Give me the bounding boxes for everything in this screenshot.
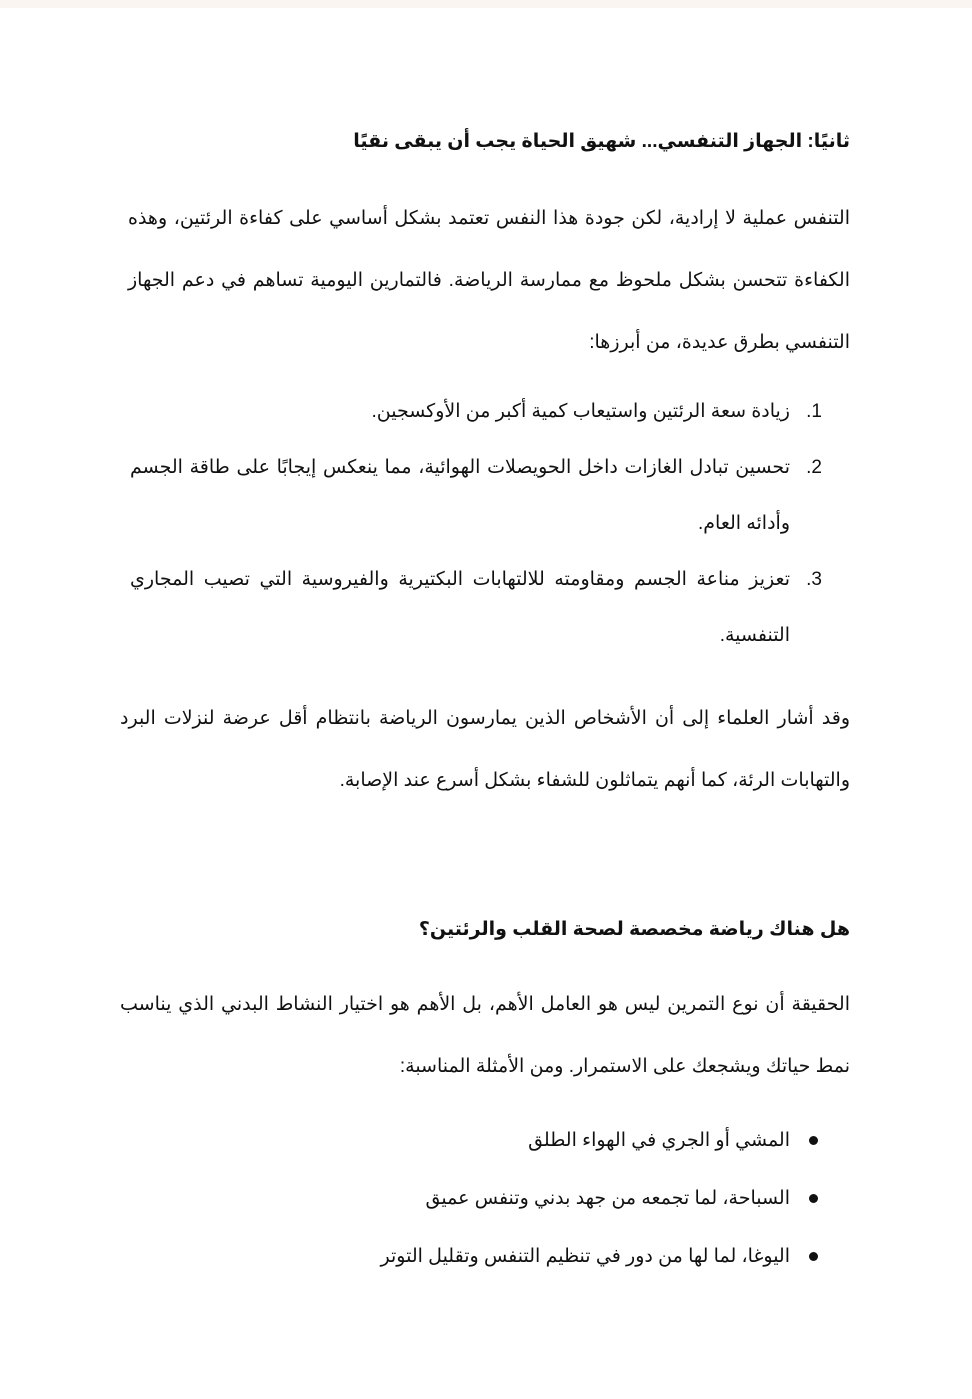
section1-heading: ثانيًا: الجهاز التنفسي... شهيق الحياة يجب أن يبقى نقيًا bbox=[353, 131, 850, 152]
bullet-dot-icon bbox=[809, 1194, 818, 1203]
bullet-item bbox=[262, 1228, 822, 1286]
section2-heading: هل هناك رياضة مخصصة لصحة القلب والرئتين؟ bbox=[418, 919, 850, 940]
top-edge bbox=[0, 0, 972, 8]
numbered-list bbox=[130, 384, 822, 664]
list-item bbox=[130, 440, 822, 552]
bullet-dot-icon bbox=[809, 1136, 818, 1145]
section1-closing: وقد أشار العلماء إلى أن الأشخاص الذين يمارسون الرياضة بانتظام أقل عرضة لنزلات البرد والتهابات الرئة، كما أنهم يتماثلون للشفاء بشكل أسرع عند الإصابة. bbox=[120, 708, 850, 791]
bullet-list bbox=[262, 1112, 822, 1286]
section2-intro: الحقيقة أن نوع التمرين ليس هو العامل الأهم، بل الأهم هو اختيار النشاط البدني الذي يناسب نمط حياتك ويشجعك على الاستمرار. ومن الأمثلة المناسبة: bbox=[120, 994, 850, 1077]
bullet-item bbox=[262, 1170, 822, 1228]
bullet-text: اليوغا، لما لها من دور في تنظيم التنفس وتقليل التوتر bbox=[380, 1246, 790, 1267]
bullet-dot-icon bbox=[809, 1252, 818, 1261]
list-item-text: تعزيز مناعة الجسم ومقاومته للالتهابات البكتيرية والفيروسية التي تصيب المجاري التنفسية. bbox=[130, 569, 790, 646]
list-item-text: زيادة سعة الرئتين واستيعاب كمية أكبر من الأوكسجين. bbox=[371, 401, 790, 422]
list-number: 2. bbox=[806, 457, 822, 478]
bullet-text: السباحة، لما تجمعه من جهد بدني وتنفس عميق bbox=[425, 1188, 790, 1209]
bullet-item bbox=[262, 1112, 822, 1170]
list-number: 1. bbox=[806, 401, 822, 422]
list-item bbox=[130, 384, 822, 440]
list-item-text: تحسين تبادل الغازات داخل الحويصلات الهوائية، مما ينعكس إيجابًا على طاقة الجسم وأدائه العام. bbox=[130, 457, 790, 534]
list-number: 3. bbox=[806, 569, 822, 590]
bullet-text: المشي أو الجري في الهواء الطلق bbox=[528, 1130, 790, 1151]
list-item bbox=[130, 552, 822, 664]
section1-intro: التنفس عملية لا إرادية، لكن جودة هذا النفس تعتمد بشكل أساسي على كفاءة الرئتين، وهذه الكفاءة تتحسن بشكل ملحوظ مع ممارسة الرياضة. فالتمارين اليومية تساهم في دعم الجهاز التنفسي بطرق عديدة، من أبرزها: bbox=[128, 208, 850, 353]
